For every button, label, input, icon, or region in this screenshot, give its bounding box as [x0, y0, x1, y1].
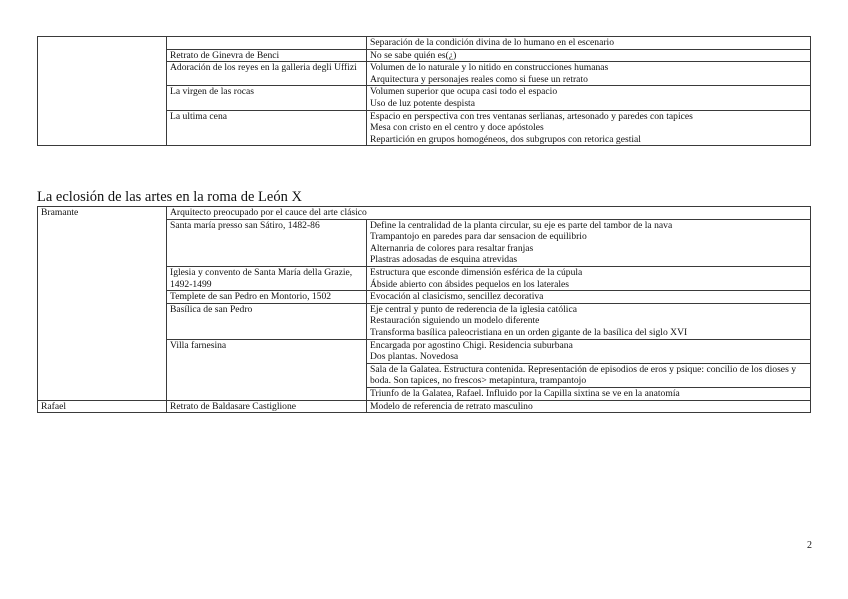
table-row [38, 400, 811, 413]
artist-cell [38, 62, 167, 86]
note-line: Volumen superior que ocupa casi todo el espacio [370, 86, 558, 98]
artist-cell [38, 291, 167, 304]
notes-cell: Modelo de referencia de retrato masculino [367, 400, 811, 413]
notes-cell [367, 49, 811, 62]
work-title: Templete de san Pedro en Montorio, 1502 [170, 291, 332, 303]
table-row [38, 49, 811, 62]
work-cell [167, 62, 367, 86]
artist-cell [38, 86, 167, 110]
artworks-table-leonardo [37, 36, 811, 146]
notes-cell [367, 291, 811, 304]
work-cell [167, 266, 367, 290]
note-line: No se sabe quién es(¿) [370, 49, 457, 61]
notes-cell [367, 62, 811, 86]
note-line: Encargada por agostino Chigi. Residencia suburbana [370, 339, 573, 351]
work-cell: Villa farnesina [167, 339, 367, 400]
table-row [38, 303, 811, 339]
artist-cell [38, 266, 167, 290]
artist-cell [38, 110, 167, 146]
notes-cell [367, 266, 811, 290]
note-line: Define la centralidad de la planta circular, su eje es parte del tambor de la nava [370, 219, 673, 231]
notes-cell [367, 37, 811, 50]
table-row [38, 110, 811, 146]
table-row [38, 266, 811, 290]
work-cell: Santa maría presso san Sátiro, 1482-86 [167, 219, 367, 266]
table-row [38, 387, 811, 400]
table-row [38, 207, 811, 220]
notes-cell [367, 339, 811, 363]
work-cell: La ultima cena [167, 110, 367, 146]
note-line: Eje central y punto de rederencia de la iglesia católica [370, 303, 577, 315]
note-line: Evocación al clasicismo, sencillez decorativa [370, 291, 544, 303]
note-line: Alternanria de colores para resaltar franjas [370, 242, 534, 254]
notes-cell [367, 387, 811, 400]
artworks-table-leon-x [37, 206, 811, 413]
notes-cell [367, 219, 811, 266]
work-cell: Retrato de Baldasare Castiglione [167, 400, 367, 413]
work-cell: Basílica de san Pedro [167, 303, 367, 339]
artist-cell [38, 49, 167, 62]
note-line: Sala de la Galatea. Estructura contenida. Representación de episodios de eros y psique: concilio de los dioses y boda. Son tapices, no frescos> metapintura, trampantojo [370, 363, 796, 387]
note-line: Arquitectura y personajes reales como si fuese un retrato [370, 73, 588, 85]
note-line: Espacio en perspectiva con tres ventanas serlianas, artesonado y paredes con tapices [370, 110, 693, 122]
note-line: Triunfo de la Galatea, Rafael. Influido por la Capilla sixtina se ve en la anatomía [370, 387, 680, 399]
note-line: Repartición en grupos homogéneos, dos subgrupos con retorica gestial [370, 133, 641, 145]
notes-cell [367, 110, 811, 146]
page-number: 2 [807, 540, 812, 551]
artist-cell [38, 37, 167, 50]
table-row [38, 37, 811, 50]
intro-cell: Arquitecto preocupado por el cauce del arte clásico [167, 207, 811, 220]
artist-cell [38, 219, 167, 266]
section-title: La eclosión de las artes en la roma de León X [37, 189, 302, 205]
table-row [38, 363, 811, 387]
note-line: Mesa con cristo en el centro y doce apóstoles [370, 122, 544, 134]
work-cell: La virgen de las rocas [167, 86, 367, 110]
work-cell: Retrato de Ginevra de Benci [167, 49, 367, 62]
note-line: Estructura que esconde dimensión esférica de la cúpula [370, 266, 583, 278]
notes-cell [367, 86, 811, 110]
note-line: Uso de luz potente despista [370, 97, 475, 109]
artist-cell [38, 339, 167, 363]
note-line: Plastras adosadas de esquina atrevidas [370, 254, 518, 266]
table-row [38, 62, 811, 86]
notes-cell [367, 363, 811, 387]
table-row [38, 86, 811, 110]
work-cell [167, 37, 367, 50]
note-line: Dos plantas. Novedosa [370, 351, 459, 363]
work-title: Iglesia y convento de Santa María della Grazie, 1492-1499 [170, 266, 353, 290]
notes-cell [367, 303, 811, 339]
note-line: Volumen de lo naturale y lo nitido en construcciones humanas [370, 62, 609, 74]
note-line: Ábside abierto con ábsides pequelos en los laterales [370, 278, 570, 290]
work-title: Adoración de los reyes en la galleria degli Uffizi [170, 62, 357, 74]
artist-cell [38, 387, 167, 400]
table-row [38, 291, 811, 304]
table-row [38, 219, 811, 266]
note-line: Transforma basílica paleocristiana en un orden gigante de la basílica del siglo XVI [370, 326, 688, 338]
artist-cell [38, 303, 167, 339]
artist-cell [38, 363, 167, 387]
note-line: Restauración siguiendo un modelo diferente [370, 315, 540, 327]
artist-cell: Bramante [38, 207, 167, 220]
artist-cell: Rafael [38, 400, 167, 413]
work-cell [167, 291, 367, 304]
table-row [38, 339, 811, 363]
note-line: Trampantojo en paredes para dar sensacion de equilibrio [370, 231, 587, 243]
note-line: Separación de la condición divina de lo humano en el escenario [370, 37, 615, 48]
